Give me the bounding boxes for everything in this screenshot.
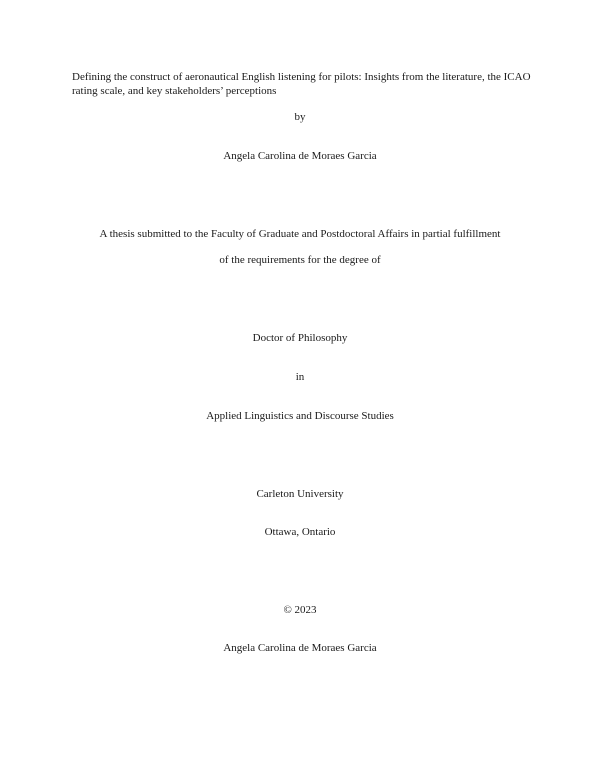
by-label: by — [294, 111, 306, 123]
author-name: Angela Carolina de Moraes Garcia — [223, 150, 377, 162]
submission-statement-line-1: A thesis submitted to the Faculty of Graduate and Postdoctoral Affairs in partial fulfillment — [99, 228, 501, 240]
copyright-year: © 2023 — [283, 604, 317, 616]
university-name: Carleton University — [256, 488, 344, 500]
thesis-title: Defining the construct of aeronautical English listening for pilots: Insights from the literature, the ICAO rating scale, and key stakeholders’ perceptions — [72, 71, 531, 97]
university-location: Ottawa, Ontario — [264, 526, 336, 538]
submission-statement-line-2: of the requirements for the degree of — [219, 254, 381, 266]
copyright-holder: Angela Carolina de Moraes Garcia — [223, 642, 377, 654]
degree-name: Doctor of Philosophy — [252, 332, 348, 344]
in-label: in — [295, 371, 305, 383]
program-name: Applied Linguistics and Discourse Studies — [206, 410, 394, 422]
